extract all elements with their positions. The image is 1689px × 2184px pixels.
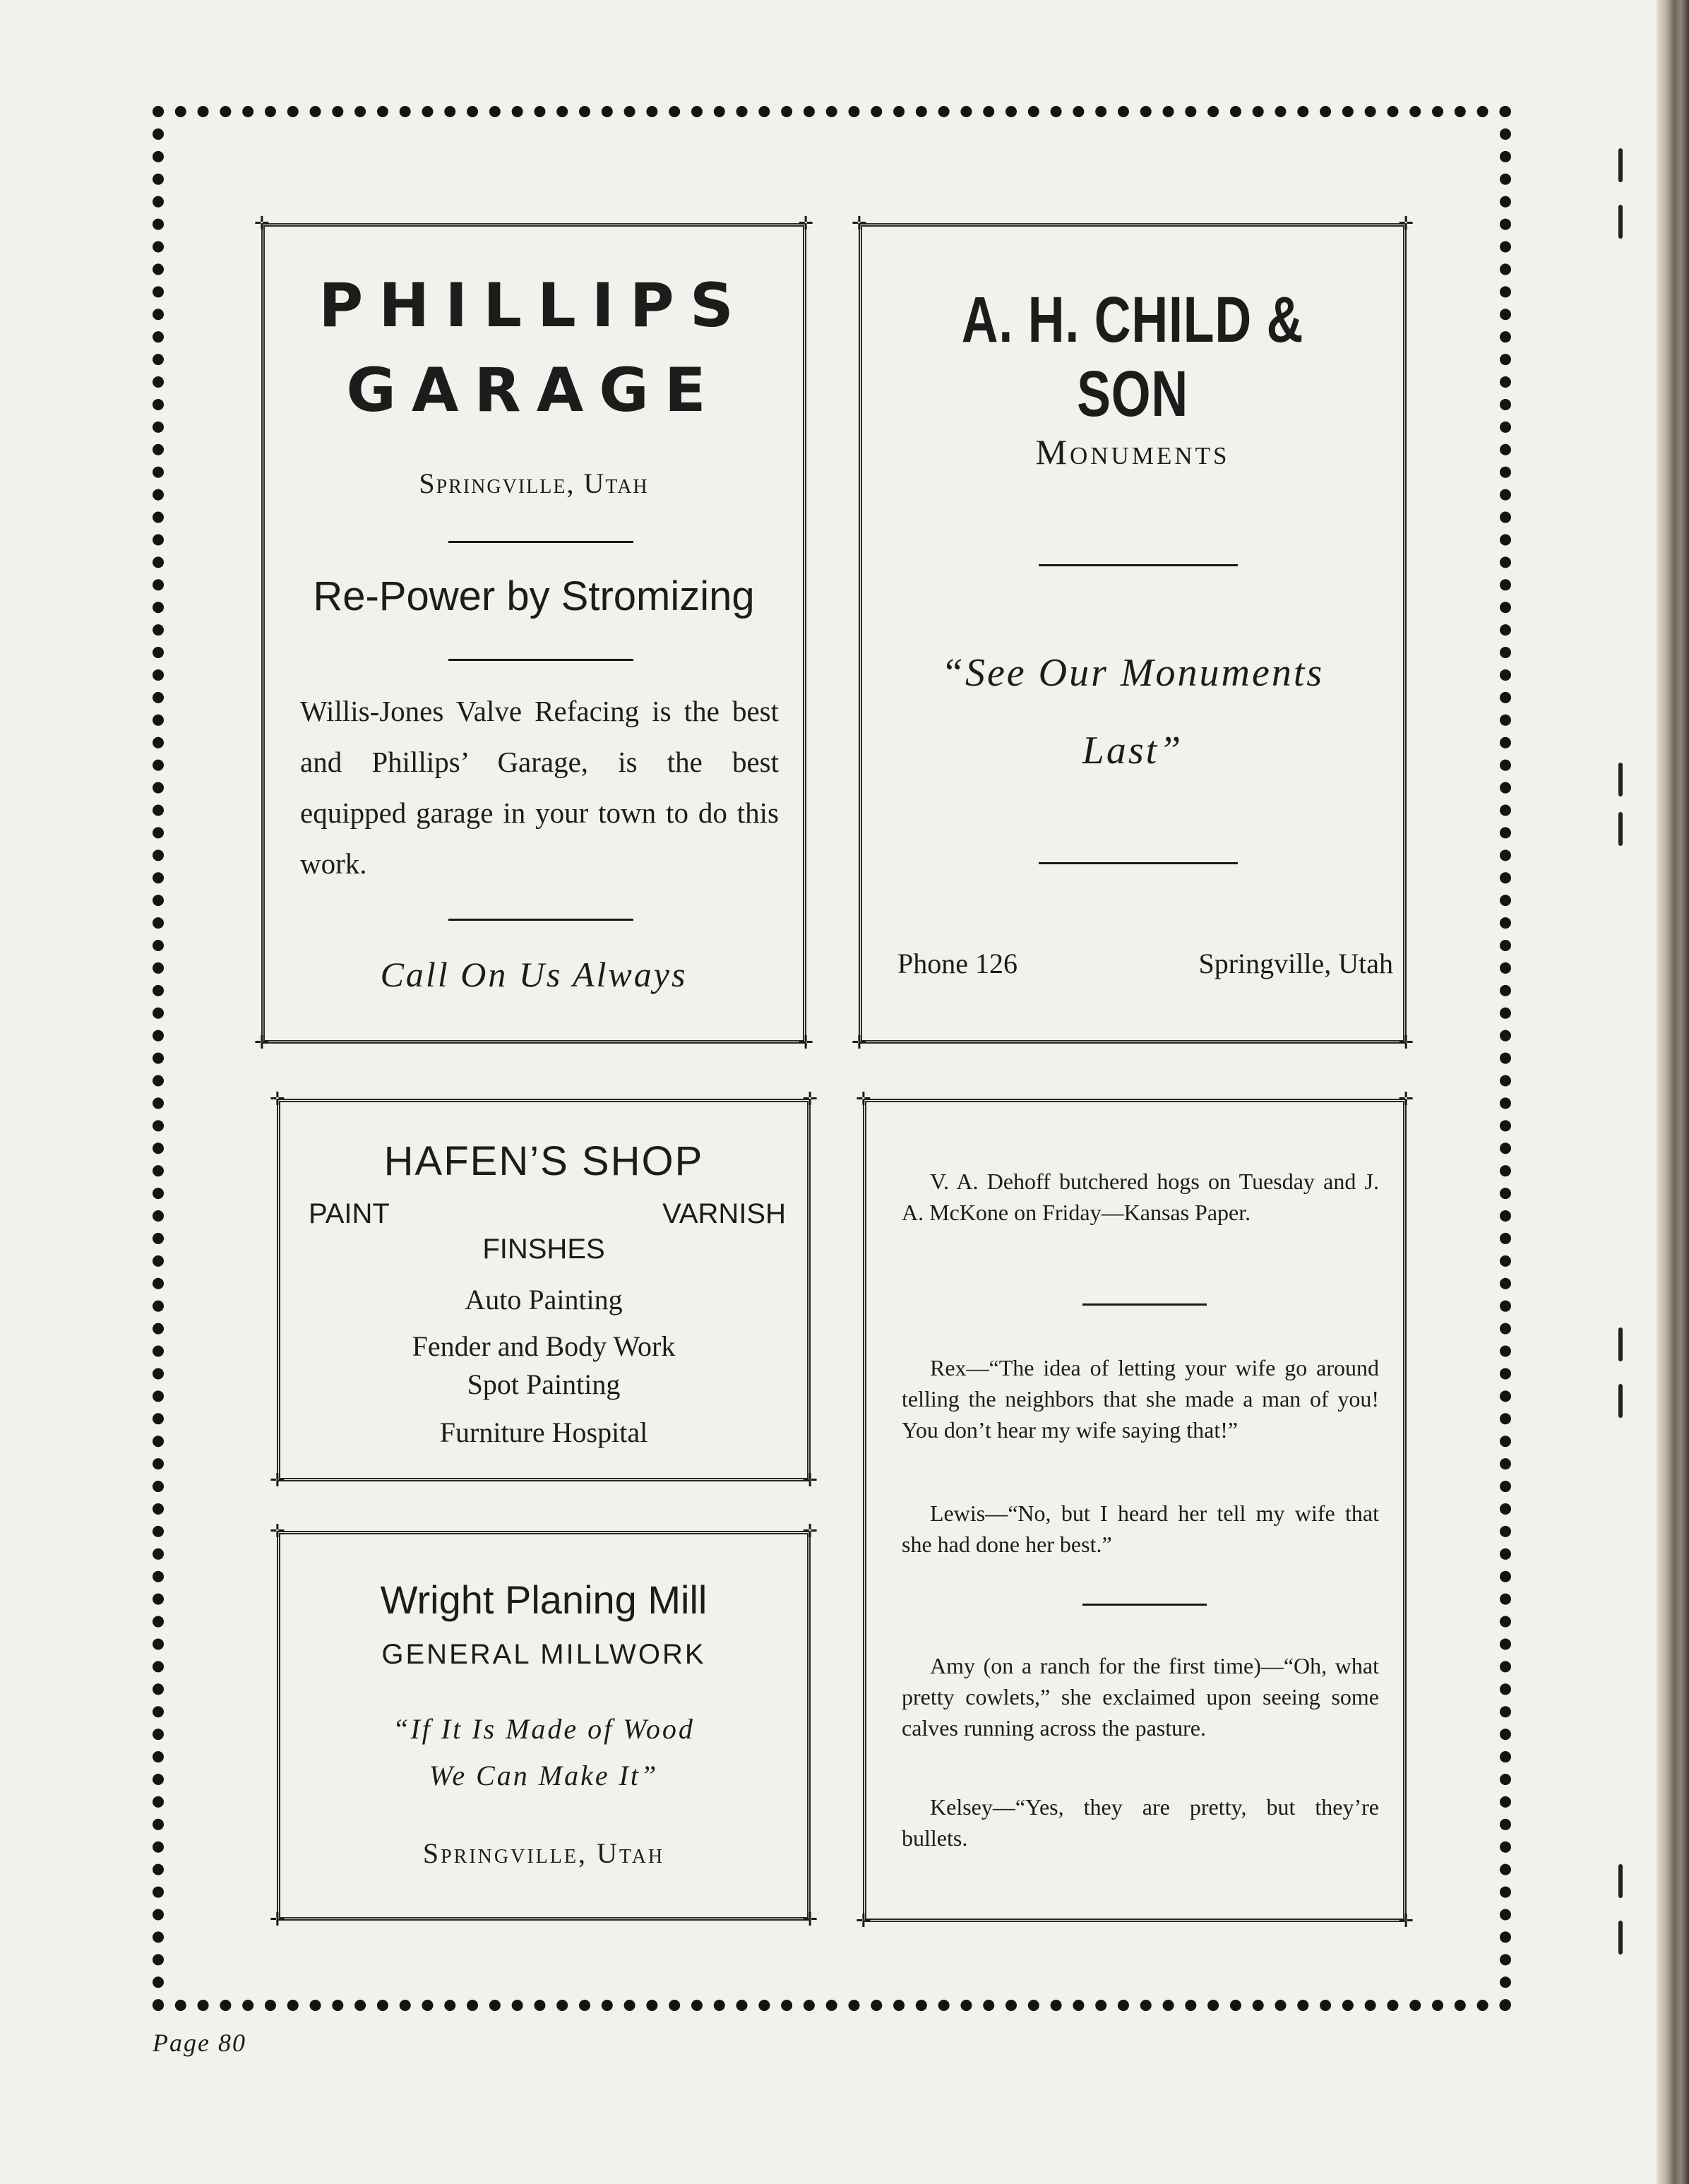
binding-mark <box>1618 812 1623 846</box>
ad-location: Springville, Utah <box>1198 948 1393 979</box>
joke-text: Lewis—“No, but I heard her tell my wife that she had done her best.” <box>902 1500 1379 1557</box>
ad-subtitle: Monuments <box>1035 432 1230 472</box>
ad-title: Wright Planing Mill <box>380 1577 708 1622</box>
divider <box>1039 564 1238 566</box>
ad-body: Willis-Jones Valve Refacing is the best and Phillips’ Garage, is the best equipped garage in your town to do this work. <box>300 695 779 880</box>
ad-service: Auto Painting <box>465 1284 623 1315</box>
ad-slogan: Re-Power by Stromizing <box>313 573 755 619</box>
ad-service: Furniture Hospital <box>439 1416 648 1448</box>
divider <box>1082 1303 1207 1306</box>
ad-title: A. H. CHILD & SON <box>961 284 1304 430</box>
ad-right-label: VARNISH <box>662 1198 786 1229</box>
binding-mark <box>1618 1864 1623 1898</box>
binding-mark <box>1618 1327 1623 1361</box>
ad-location: Springville, Utah <box>422 1837 665 1869</box>
divider <box>1082 1604 1207 1606</box>
ad-quote: Last” <box>1082 729 1183 772</box>
divider <box>1039 862 1238 864</box>
binding-mark <box>1618 763 1623 796</box>
divider <box>448 541 633 543</box>
binding-mark <box>1618 1384 1623 1418</box>
joke-text: Amy (on a ranch for the first time)—“Oh, what pretty cowlets,” she exclaimed upon seeing some calves running across the pasture. <box>902 1653 1379 1741</box>
child-monuments-ad: ✛ ✛ ✛ A. H. CHILD & SON Monuments “See Our Monuments Last” Phone 126 Springville, Utah ✛ <box>859 223 1407 1044</box>
binding-mark <box>1618 205 1623 239</box>
ad-quote: “If It Is Made of Wood <box>393 1713 695 1745</box>
binding-mark <box>1618 1921 1623 1955</box>
ad-center-label: FINSHES <box>482 1234 605 1265</box>
ad-title: PHILLIPS <box>318 270 749 341</box>
ad-left-label: PAINT <box>309 1198 390 1229</box>
joke-text: Kelsey—“Yes, they are pretty, but they’re bullets. <box>902 1794 1379 1851</box>
wright-planing-mill-ad: ✛ ✛ ✛ Wright Planing Mill GENERAL MILLWORK “If It Is Made of Wood We Can Make It” Springville, Utah ✛ <box>277 1531 811 1921</box>
binding-mark <box>1618 148 1623 182</box>
jokes-column: ✛ ✛ ✛ V. A. Dehoff butchered hogs on Tuesday and J. A. McKone on Friday—Kansas Paper. Rex—“The idea of letting your wife go around telling the neighbors that she made a man of you! You don’t hear my wife saying that!” Lewis—“No, but I heard her tell my wife that she had done her best.” Amy (on a ranch for the first time)—“Oh, what pretty cowlets,” she exclaimed upon seeing some calves running across the pasture. Kelsey—“Yes, they are pretty, but they’re bullets. ✛ <box>863 1099 1407 1922</box>
ad-closing: Call On Us Always <box>380 955 688 994</box>
ad-service: Spot Painting <box>467 1368 621 1400</box>
joke-text: V. A. Dehoff butchered hogs on Tuesday and J. A. McKone on Friday—Kansas Paper. <box>902 1169 1379 1225</box>
hafens-shop-ad: ✛ ✛ ✛ HAFEN’S SHOP PAINT VARNISH FINSHES Auto Painting Fender and Body Work Spot Painting Furniture Hospital ✛ <box>277 1099 811 1481</box>
ad-title: HAFEN’S SHOP <box>383 1138 704 1184</box>
divider <box>448 659 633 661</box>
ad-subtitle: GENERAL MILLWORK <box>381 1639 706 1670</box>
ad-quote: “See Our Monuments <box>941 651 1325 695</box>
joke-text: Rex—“The idea of letting your wife go around telling the neighbors that she made a man of you! You don’t hear my wife saying that!” <box>902 1355 1379 1443</box>
page-number: Page 80 <box>153 2029 246 2057</box>
ad-phone: Phone 126 <box>897 948 1017 979</box>
ad-service: Fender and Body Work <box>412 1330 676 1362</box>
divider <box>448 919 633 921</box>
ad-quote: We Can Make It” <box>429 1760 659 1791</box>
ad-title: GARAGE <box>346 355 722 426</box>
ad-location: Springville, Utah <box>419 467 649 499</box>
phillips-garage-ad: ✛ ✛ ✛ PHILLIPS GARAGE Springville, Utah Re-Power by Stromizing Willis-Jones Valve Refacing is the best and Phillips’ Garage, is the best equipped garage in your town to do this work. Call On Us Always ✛ <box>261 223 806 1044</box>
book-page-edge <box>1657 0 1689 2184</box>
